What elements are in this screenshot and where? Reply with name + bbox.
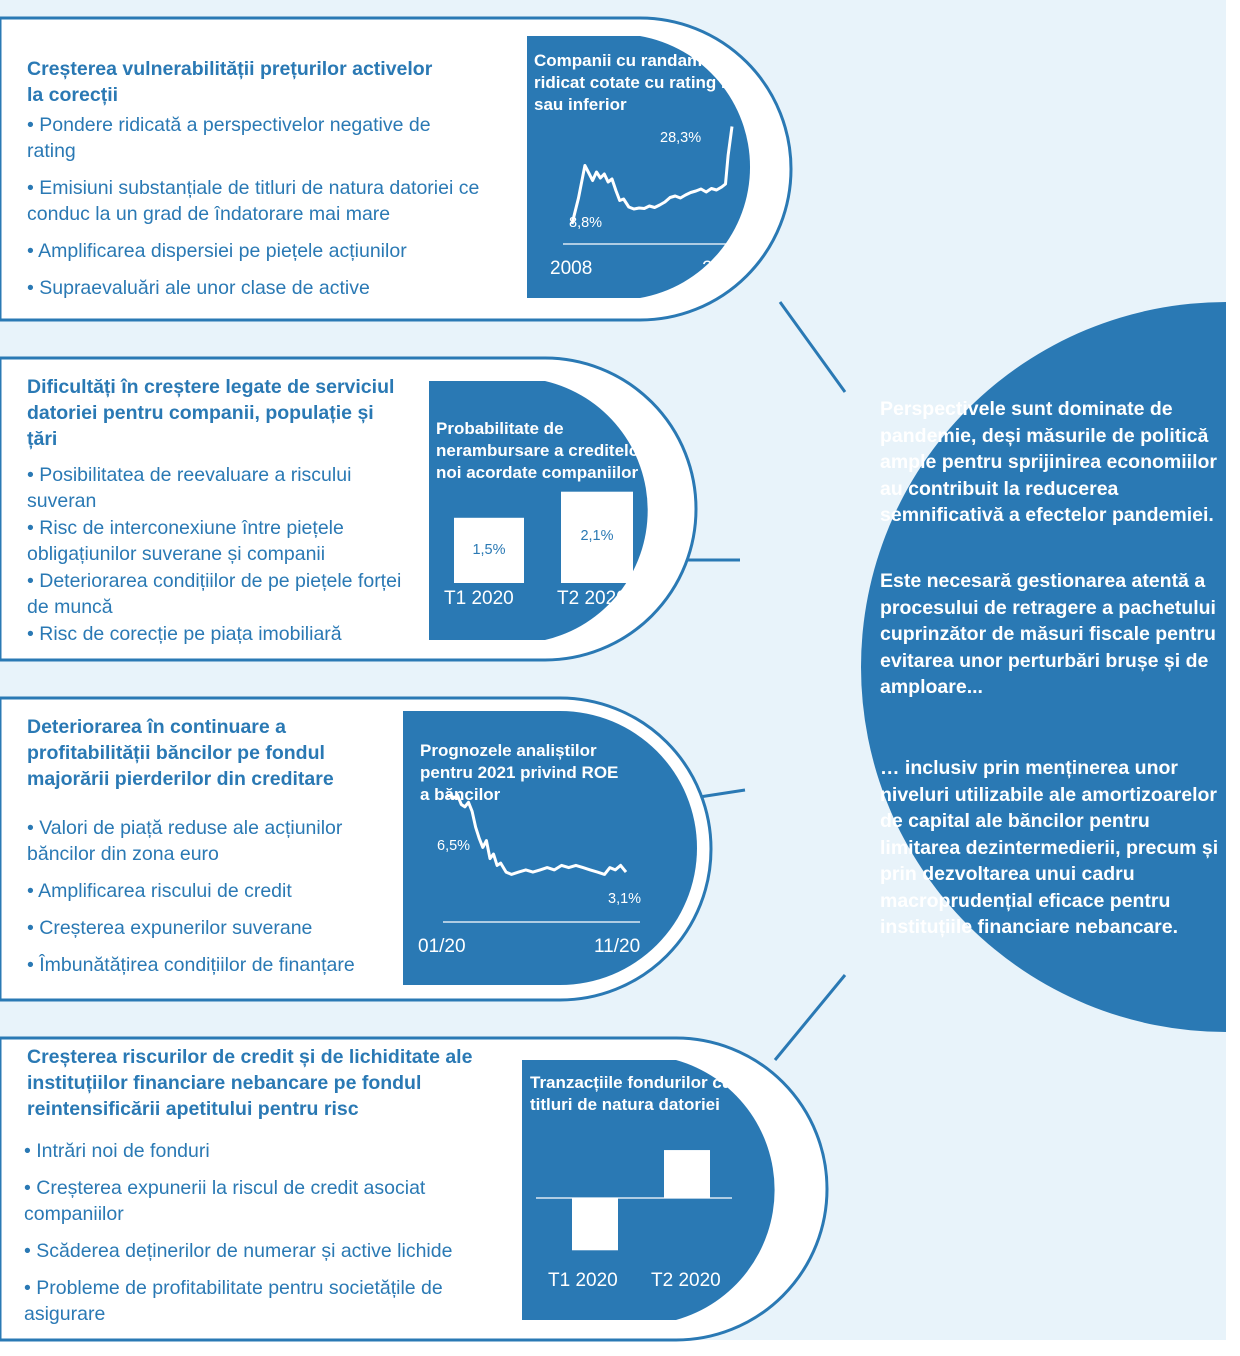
- chart-4-bar-2: [664, 1150, 710, 1198]
- chart-1-end-value-label: 28,3%: [660, 130, 702, 146]
- panel-4-bullet-2: • Creșterea expunerii la riscul de credit asociat companiilor: [24, 1177, 426, 1225]
- panel-3-bullet-1: • Valori de piață reduse ale acțiunilor băncilor din zona euro: [27, 817, 343, 865]
- chart-2-bar-1-value-label: 1,5%: [472, 542, 506, 558]
- center-paragraph-2: Este necesară gestionarea atentă a procesului de retragere a pachetului cuprinzător de măsuri fiscale pentru evitarea unor perturbări brușe și de amploare...: [880, 570, 1216, 698]
- panel-1-bullet-3: • Amplificarea dispersiei pe piețele acțiunilor: [27, 240, 407, 262]
- panel-2-title: Dificultăți în creștere legate de serviciul datoriei pentru companii, populație și țări: [27, 376, 395, 450]
- panel-4-bullet-3: • Scăderea deținerilor de numerar și active lichide: [24, 1240, 453, 1262]
- panel-3-bullet-4: • Îmbunătățirea condițiilor de finanțare: [27, 954, 355, 976]
- panel-4-bullet-4: • Probleme de profitabilitate pentru societățile de asigurare: [24, 1277, 443, 1325]
- panel-1-bullet-4: • Supraevaluări ale unor clase de active: [27, 277, 370, 299]
- chart-2-category-1: T1 2020: [444, 588, 514, 609]
- panel-1-bullet-1: • Pondere ridicată a perspectivelor negative de rating: [27, 114, 431, 162]
- panel-2-bullet-3: • Deteriorarea condițiilor de pe piețele forței de muncă: [27, 570, 402, 618]
- chart-1-title: Companii cu randament ridicat cotate cu rating B- sau inferior: [534, 51, 739, 114]
- chart-2-bar-2-value-label: 2,1%: [580, 528, 614, 544]
- panel-3-bullet-3: • Creșterea expunerilor suverane: [27, 917, 313, 939]
- chart-4-category-2: T2 2020: [651, 1270, 721, 1291]
- chart-1-start-value-label: 8,8%: [569, 215, 603, 231]
- chart-4-category-1: T1 2020: [548, 1270, 618, 1291]
- panel-3-title: Deteriorarea în continuare a profitabilității băncilor pe fondul majorării pierderilor din creditare: [27, 716, 334, 790]
- panel-4-bullet-1: • Intrări noi de fonduri: [24, 1140, 210, 1162]
- chart-2-category-2: T2 2020: [557, 588, 627, 609]
- chart-1-x-start-label: 2008: [550, 258, 593, 279]
- chart-4-title: Tranzacțiile fondurilor cu titluri de natura datoriei: [530, 1073, 733, 1114]
- panel-2-bullet-4: • Risc de corecție pe piața imobiliară: [27, 623, 342, 645]
- chart-3-x-end-label: 11/20: [594, 936, 641, 957]
- panel-2-bullet-2: • Risc de interconexiune între piețele obligațiunilor suverane și companii: [27, 517, 344, 565]
- panel-4-title: Creșterea riscurilor de credit și de lichiditate ale instituțiilor financiare nebancare pe fondul reintensificării apetitului pentru risc: [27, 1046, 473, 1120]
- center-paragraph-1: Perspectivele sunt dominate de pandemie, deși măsurile de politică ample pentru sprijinirea economiilor au contribuit la reducerea semnificativă a efectelor pandemiei.: [880, 398, 1217, 526]
- chart-3-x-start-label: 01/20: [418, 936, 466, 957]
- chart-4-bar-1: [572, 1198, 618, 1250]
- panel-2-bullet-1: • Posibilitatea de reevaluare a riscului suveran: [27, 464, 352, 512]
- center-paragraph-3: … inclusiv prin menținerea unor niveluri utilizabile ale amortizoarelor de capital ale băncilor pentru limitarea dezintermedierii, precum și prin dezvoltarea unui cadru macroprudențial eficace pentru instituțiile financiare nebancare.: [880, 757, 1219, 938]
- panel-3-bullet-2: • Amplificarea riscului de credit: [27, 880, 292, 902]
- panel-1-bullet-2: • Emisiuni substanțiale de titluri de natura datoriei ce conduc la un grad de îndatorare mai mare: [27, 177, 480, 225]
- chart-3-title: Prognozele analiștilor pentru 2021 privind ROE a băncilor: [420, 741, 619, 804]
- chart-1-x-end-label: 2020: [702, 258, 745, 279]
- chart-3-start-value-label: 6,5%: [437, 838, 471, 854]
- panel-1-title: Creșterea vulnerabilității prețurilor activelor la corecții: [27, 58, 433, 106]
- chart-3-end-value-label: 3,1%: [608, 891, 642, 907]
- chart-2-title: Probabilitate de nerambursare a creditelor noi acordate companiilor: [436, 419, 646, 482]
